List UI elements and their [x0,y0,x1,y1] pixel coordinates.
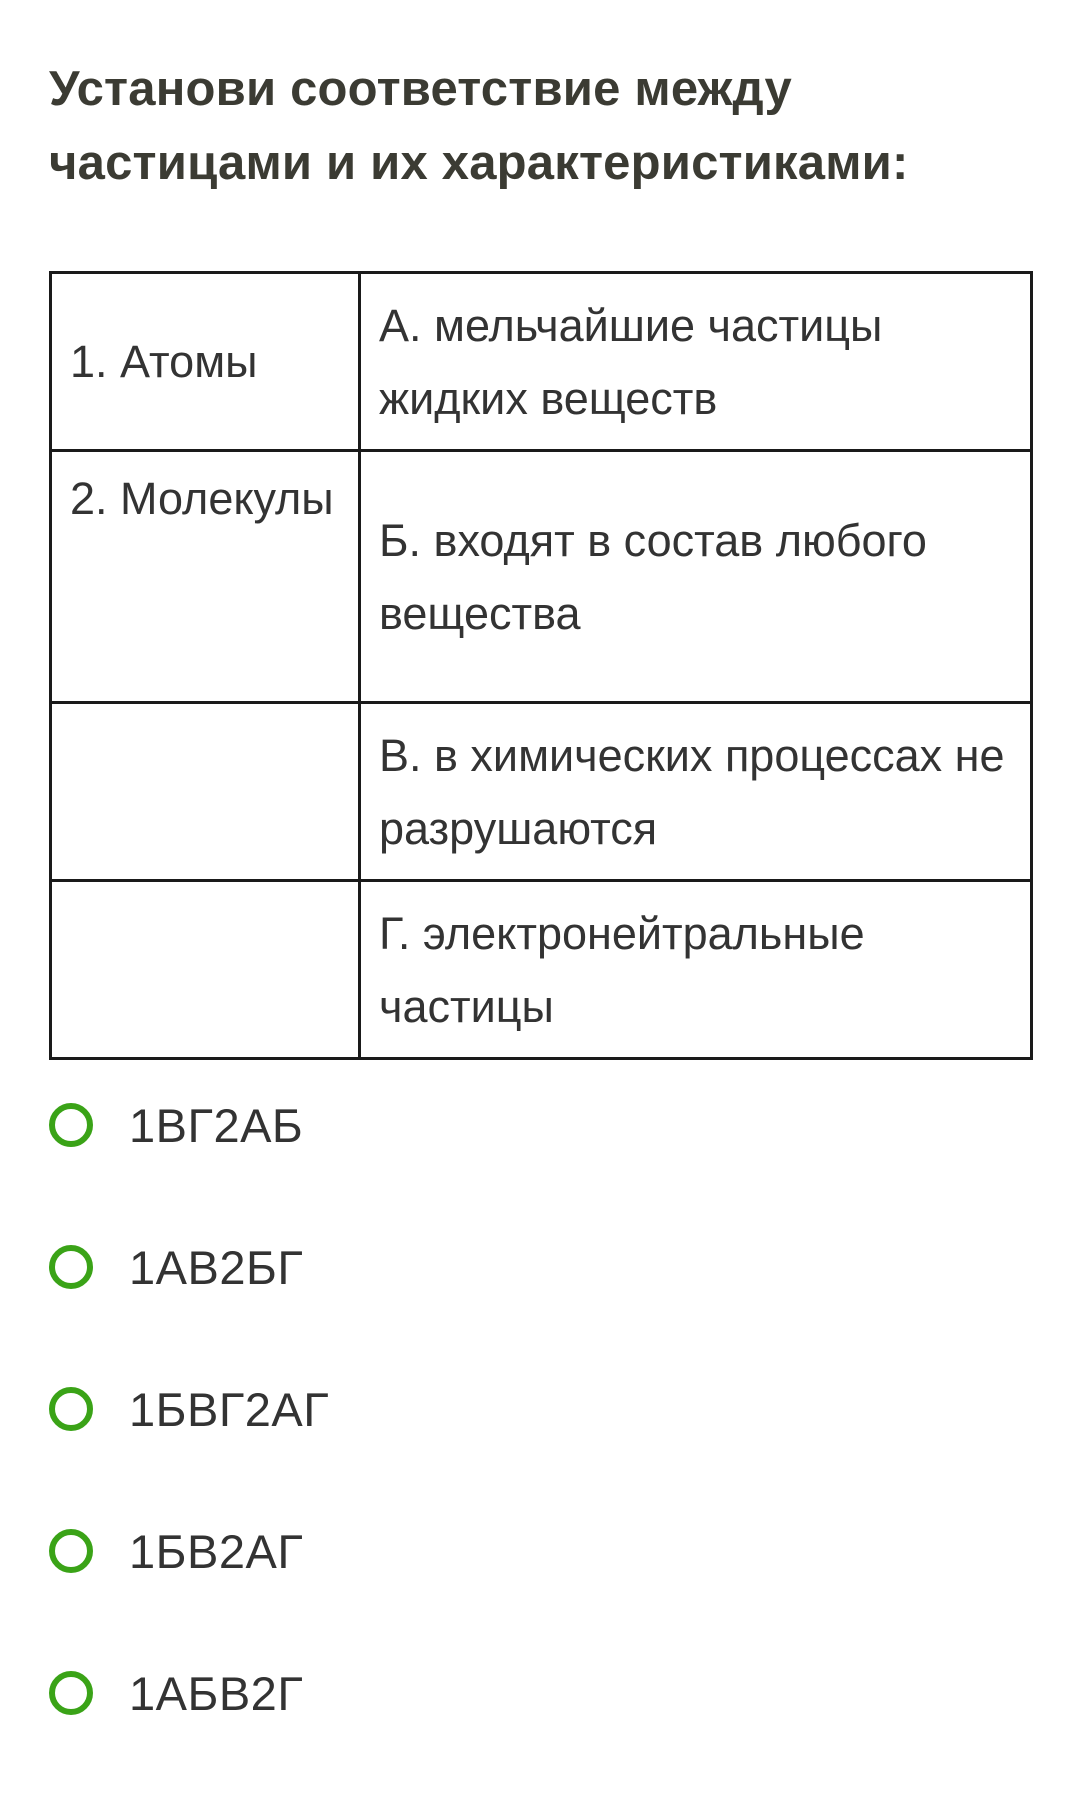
table-cell-characteristic: А. мельчайшие частицы жидких веществ [360,273,1032,451]
answer-option-label[interactable]: 1БВ2АГ [129,1524,304,1578]
table-cell-particle: 1. Атомы [51,273,360,451]
table-row [51,703,1032,881]
radio-button-icon[interactable] [49,1671,93,1715]
answer-option[interactable] [49,1653,949,1733]
table-cell-characteristic: В. в химических процессах не разрушаются [360,703,1032,881]
radio-button-icon[interactable] [49,1529,93,1573]
answer-option[interactable] [49,1369,949,1449]
table-row [51,451,1032,703]
radio-button-icon[interactable] [49,1245,93,1289]
table-row [51,273,1032,451]
answer-option-label[interactable]: 1ВГ2АБ [129,1098,304,1152]
table-cell-particle [51,881,360,1059]
question-text: Установи соответствие между частицами и их характеристиками: [49,62,909,190]
answer-option[interactable] [49,1511,949,1591]
radio-button-icon[interactable] [49,1103,93,1147]
answer-option[interactable] [49,1227,949,1307]
table-cell-characteristic: Б. входят в состав любого вещества [360,451,1032,703]
table-row [51,881,1032,1059]
table-cell-characteristic: Г. электронейтральные частицы [360,881,1032,1059]
table-cell-particle [51,703,360,881]
radio-button-icon[interactable] [49,1387,93,1431]
answer-options [49,1085,949,1795]
matching-table [49,271,1033,1060]
answer-option-label[interactable]: 1АВ2БГ [129,1240,304,1294]
answer-option-label[interactable]: 1БВГ2АГ [129,1382,330,1436]
table-cell-particle: 2. Молекулы [51,451,360,703]
answer-option-label[interactable]: 1АБВ2Г [129,1666,304,1720]
answer-option[interactable] [49,1085,949,1165]
